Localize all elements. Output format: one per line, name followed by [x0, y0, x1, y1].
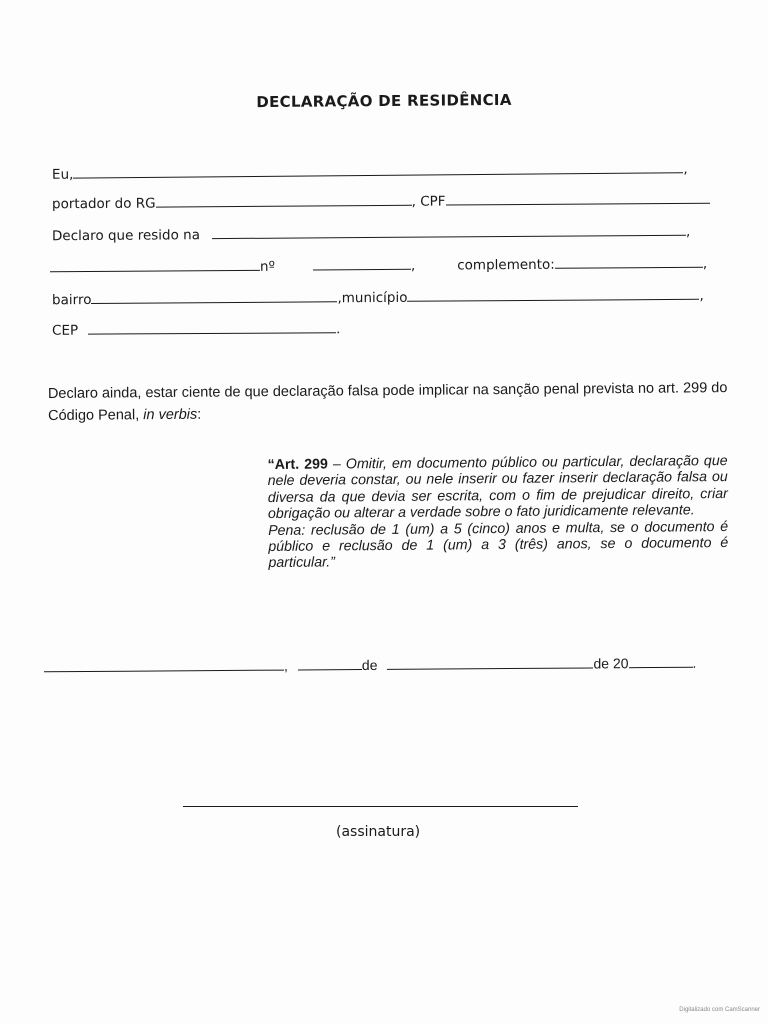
rg-field[interactable] — [156, 192, 412, 208]
paragraph-colon: : — [197, 406, 202, 423]
year-field[interactable] — [628, 654, 692, 668]
line-cep — [52, 319, 341, 340]
signature-line[interactable] — [183, 806, 578, 807]
date-comma: , — [283, 657, 288, 674]
declaration-paragraph — [48, 377, 738, 427]
numero-label: nº — [259, 258, 275, 275]
street-comma: , — [685, 223, 691, 240]
date-line — [44, 654, 697, 676]
bairro-label: bairro — [51, 292, 92, 309]
eu-label: Eu, — [51, 166, 74, 183]
name-field[interactable] — [73, 159, 683, 178]
complement-comma: , — [702, 255, 708, 272]
document-title: DECLARAÇÃO DE RESIDÊNCIA — [256, 90, 512, 112]
line-number-complement — [50, 254, 707, 278]
month-field[interactable] — [387, 654, 593, 669]
city-field[interactable] — [407, 286, 699, 302]
complemento-label: complemento: — [457, 256, 555, 274]
line-rg-cpf — [52, 190, 710, 214]
resido-label: Declaro que resido na — [51, 227, 201, 245]
street-field[interactable] — [212, 222, 686, 239]
line-address — [52, 222, 690, 245]
legal-quote — [268, 453, 729, 572]
city-date-field[interactable] — [44, 657, 284, 673]
rg-label: portador do RG — [51, 195, 156, 213]
quote-pena: Pena: reclusão de 1 (um) a 5 (cinco) anos e multa, se o documento é público e reclusão de 1 (um) a 3 (três) anos, se o documento é particular.” — [268, 518, 729, 572]
date-de-20: de 20 — [593, 655, 629, 672]
quote-article: Art. 299 — [274, 456, 328, 473]
cep-field[interactable] — [88, 319, 336, 334]
cpf-field[interactable] — [445, 190, 709, 206]
paragraph-main-text: Declaro ainda, estar ciente de que declaração falsa pode implicar na sanção penal prevista no art. 299 do Código Penal, — [47, 380, 728, 425]
date-de-1: de — [361, 656, 378, 674]
cep-period: . — [336, 321, 341, 338]
line-name — [52, 159, 688, 184]
day-field[interactable] — [298, 656, 362, 670]
district-field[interactable] — [91, 288, 337, 304]
number-comma: , — [410, 257, 416, 274]
number-field[interactable] — [313, 256, 411, 271]
cep-label: CEP — [51, 322, 79, 339]
quote-open: “ — [267, 456, 275, 474]
municipio-label: ,município — [337, 289, 408, 307]
signature-label: (assinatura) — [336, 824, 421, 840]
city-comma: , — [699, 287, 704, 304]
cpf-label: , CPF — [411, 193, 446, 210]
line-district-city — [52, 286, 704, 310]
name-comma: , — [683, 161, 688, 178]
quote-body: – Omitir, em documento público ou particular, declaração que nele deveria constar, ou nele inserir ou fazer inserir declaração falsa ou diversa da que devia ser escrita, com o fim de prejudicar direito, criar obrigação ou alterar a verdade sobre o fato juridicamente relevante. — [267, 452, 728, 523]
scanner-watermark: Digitalizado com CamScanner — [679, 1007, 760, 1013]
date-period: . — [692, 654, 697, 671]
complement-field[interactable] — [555, 254, 703, 269]
street-extra-field[interactable] — [50, 257, 260, 272]
paragraph-inverbis: in verbis — [143, 406, 198, 424]
